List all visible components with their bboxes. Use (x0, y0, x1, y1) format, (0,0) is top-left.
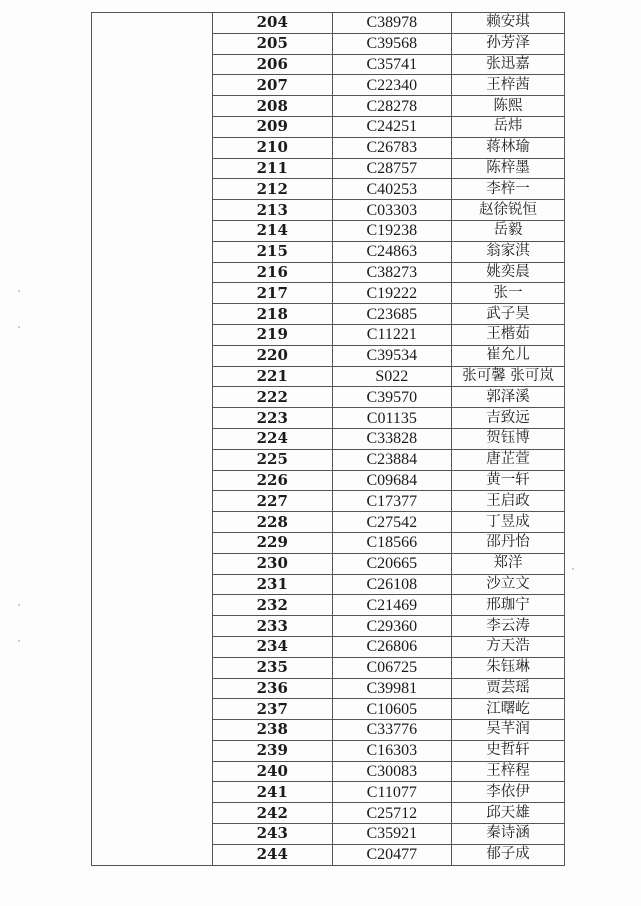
row-number-cell: 228 (213, 512, 333, 533)
row-id-cell: C21469 (332, 595, 452, 616)
row-name-cell: 贾芸瑶 (452, 678, 565, 699)
table-row (213, 553, 565, 574)
row-number-cell: 223 (213, 408, 333, 429)
table-row (213, 137, 565, 158)
scan-speck (18, 640, 20, 642)
row-number-cell: 227 (213, 491, 333, 512)
row-name-cell: 吴芊润 (452, 720, 565, 741)
row-number-cell: 207 (213, 75, 333, 96)
table-row (213, 179, 565, 200)
row-name-cell: 岳毅 (452, 220, 565, 241)
row-name-cell: 蒋林瑜 (452, 137, 565, 158)
row-name-cell: 赵徐锐恒 (452, 200, 565, 221)
table-row (213, 761, 565, 782)
row-id-cell: C39570 (332, 387, 452, 408)
row-name-cell: 黄一轩 (452, 470, 565, 491)
row-id-cell: C28278 (332, 96, 452, 117)
row-number-cell: 209 (213, 116, 333, 137)
row-number-cell: 231 (213, 574, 333, 595)
row-number-cell: 222 (213, 387, 333, 408)
table-row (213, 824, 565, 845)
row-name-cell: 丁昱成 (452, 512, 565, 533)
row-number-cell: 226 (213, 470, 333, 491)
table-row (213, 387, 565, 408)
table-row (213, 304, 565, 325)
row-name-cell: 赖安琪 (452, 13, 565, 34)
table-row (213, 616, 565, 637)
row-name-cell: 史哲轩 (452, 740, 565, 761)
row-id-cell: C17377 (332, 491, 452, 512)
row-id-cell: C39981 (332, 678, 452, 699)
row-id-cell: C39534 (332, 345, 452, 366)
row-number-cell: 240 (213, 761, 333, 782)
row-name-cell: 邵丹怡 (452, 532, 565, 553)
row-name-cell: 岳炜 (452, 116, 565, 137)
row-name-cell: 孙芳泽 (452, 33, 565, 54)
table-row (213, 345, 565, 366)
table-row (213, 366, 565, 387)
row-number-cell: 220 (213, 345, 333, 366)
row-id-cell: C16303 (332, 740, 452, 761)
table-row (213, 75, 565, 96)
row-name-cell: 郁子成 (452, 844, 565, 865)
row-id-cell: C11221 (332, 324, 452, 345)
table-row (213, 428, 565, 449)
row-id-cell: S022 (332, 366, 452, 387)
table-row (213, 241, 565, 262)
table-row (213, 636, 565, 657)
row-name-cell: 沙立文 (452, 574, 565, 595)
row-id-cell: C10605 (332, 699, 452, 720)
row-id-cell: C24251 (332, 116, 452, 137)
table-row (213, 283, 565, 304)
row-name-cell: 吉致远 (452, 408, 565, 429)
table-row (213, 595, 565, 616)
row-number-cell: 230 (213, 553, 333, 574)
table-row (213, 200, 565, 221)
row-id-cell: C19222 (332, 283, 452, 304)
row-number-cell: 217 (213, 283, 333, 304)
row-id-cell: C29360 (332, 616, 452, 637)
row-number-cell: 210 (213, 137, 333, 158)
scan-speck (572, 568, 574, 570)
row-number-cell: 206 (213, 54, 333, 75)
row-id-cell: C06725 (332, 657, 452, 678)
row-name-cell: 王启政 (452, 491, 565, 512)
row-id-cell: C26783 (332, 137, 452, 158)
row-number-cell: 237 (213, 699, 333, 720)
table-row (213, 116, 565, 137)
scan-speck (18, 326, 20, 328)
roster-table (212, 12, 565, 866)
row-name-cell: 武子昊 (452, 304, 565, 325)
row-id-cell: C03303 (332, 200, 452, 221)
row-id-cell: C33776 (332, 720, 452, 741)
row-name-cell: 陈熙 (452, 96, 565, 117)
row-name-cell: 唐芷萱 (452, 449, 565, 470)
row-name-cell: 郑洋 (452, 553, 565, 574)
row-number-cell: 235 (213, 657, 333, 678)
row-name-cell: 翁家淇 (452, 241, 565, 262)
row-name-cell: 崔允儿 (452, 345, 565, 366)
merged-left-cell (91, 12, 213, 866)
table-row (213, 54, 565, 75)
row-number-cell: 232 (213, 595, 333, 616)
row-number-cell: 221 (213, 366, 333, 387)
row-name-cell: 张可馨 张可岚 (452, 366, 565, 387)
row-number-cell: 224 (213, 428, 333, 449)
row-name-cell: 邢珈宁 (452, 595, 565, 616)
row-id-cell: C35741 (332, 54, 452, 75)
row-id-cell: C11077 (332, 782, 452, 803)
row-name-cell: 张迅嘉 (452, 54, 565, 75)
table-row (213, 262, 565, 283)
row-number-cell: 204 (213, 13, 333, 34)
row-number-cell: 215 (213, 241, 333, 262)
row-number-cell: 239 (213, 740, 333, 761)
row-id-cell: C20477 (332, 844, 452, 865)
scan-speck (18, 290, 20, 292)
row-number-cell: 216 (213, 262, 333, 283)
row-number-cell: 229 (213, 532, 333, 553)
row-number-cell: 234 (213, 636, 333, 657)
row-id-cell: C38978 (332, 13, 452, 34)
row-number-cell: 213 (213, 200, 333, 221)
table-row (213, 782, 565, 803)
table-row (213, 408, 565, 429)
scan-speck (18, 604, 20, 606)
row-number-cell: 205 (213, 33, 333, 54)
table-row (213, 803, 565, 824)
table-row (213, 532, 565, 553)
row-number-cell: 219 (213, 324, 333, 345)
row-name-cell: 郭泽溪 (452, 387, 565, 408)
table-row (213, 33, 565, 54)
row-id-cell: C22340 (332, 75, 452, 96)
row-name-cell: 陈梓墨 (452, 158, 565, 179)
row-number-cell: 242 (213, 803, 333, 824)
row-id-cell: C38273 (332, 262, 452, 283)
row-name-cell: 王梓程 (452, 761, 565, 782)
row-id-cell: C09684 (332, 470, 452, 491)
row-name-cell: 姚奕晨 (452, 262, 565, 283)
table-row (213, 512, 565, 533)
row-id-cell: C23884 (332, 449, 452, 470)
row-id-cell: C23685 (332, 304, 452, 325)
row-name-cell: 朱钰琳 (452, 657, 565, 678)
table-row (213, 678, 565, 699)
table-row (213, 470, 565, 491)
row-id-cell: C39568 (332, 33, 452, 54)
row-name-cell: 李梓一 (452, 179, 565, 200)
row-id-cell: C18566 (332, 532, 452, 553)
row-id-cell: C30083 (332, 761, 452, 782)
table-row (213, 740, 565, 761)
table-row (213, 158, 565, 179)
row-number-cell: 233 (213, 616, 333, 637)
roster-table-body (213, 13, 565, 866)
row-number-cell: 244 (213, 844, 333, 865)
row-number-cell: 208 (213, 96, 333, 117)
table-row (213, 844, 565, 865)
table-row (213, 449, 565, 470)
row-number-cell: 225 (213, 449, 333, 470)
row-id-cell: C40253 (332, 179, 452, 200)
row-name-cell: 李云涛 (452, 616, 565, 637)
row-number-cell: 212 (213, 179, 333, 200)
row-name-cell: 方天浩 (452, 636, 565, 657)
row-id-cell: C33828 (332, 428, 452, 449)
row-name-cell: 邱天雄 (452, 803, 565, 824)
row-id-cell: C28757 (332, 158, 452, 179)
table-row (213, 324, 565, 345)
table-row (213, 720, 565, 741)
row-number-cell: 241 (213, 782, 333, 803)
table-row (213, 574, 565, 595)
table-row (213, 657, 565, 678)
row-number-cell: 238 (213, 720, 333, 741)
table-row (213, 13, 565, 34)
row-number-cell: 211 (213, 158, 333, 179)
table-row (213, 699, 565, 720)
row-id-cell: C24863 (332, 241, 452, 262)
table-row (213, 220, 565, 241)
row-number-cell: 236 (213, 678, 333, 699)
table-row (213, 96, 565, 117)
row-name-cell: 贺钰博 (452, 428, 565, 449)
row-number-cell: 243 (213, 824, 333, 845)
table-row (213, 491, 565, 512)
row-id-cell: C27542 (332, 512, 452, 533)
row-number-cell: 218 (213, 304, 333, 325)
row-name-cell: 江曙屹 (452, 699, 565, 720)
row-id-cell: C26108 (332, 574, 452, 595)
row-id-cell: C26806 (332, 636, 452, 657)
row-id-cell: C01135 (332, 408, 452, 429)
row-name-cell: 秦诗涵 (452, 824, 565, 845)
row-number-cell: 214 (213, 220, 333, 241)
row-id-cell: C19238 (332, 220, 452, 241)
row-id-cell: C20665 (332, 553, 452, 574)
row-id-cell: C35921 (332, 824, 452, 845)
row-id-cell: C25712 (332, 803, 452, 824)
row-name-cell: 李依伊 (452, 782, 565, 803)
row-name-cell: 张一 (452, 283, 565, 304)
row-name-cell: 王梓茜 (452, 75, 565, 96)
row-name-cell: 王楷茹 (452, 324, 565, 345)
